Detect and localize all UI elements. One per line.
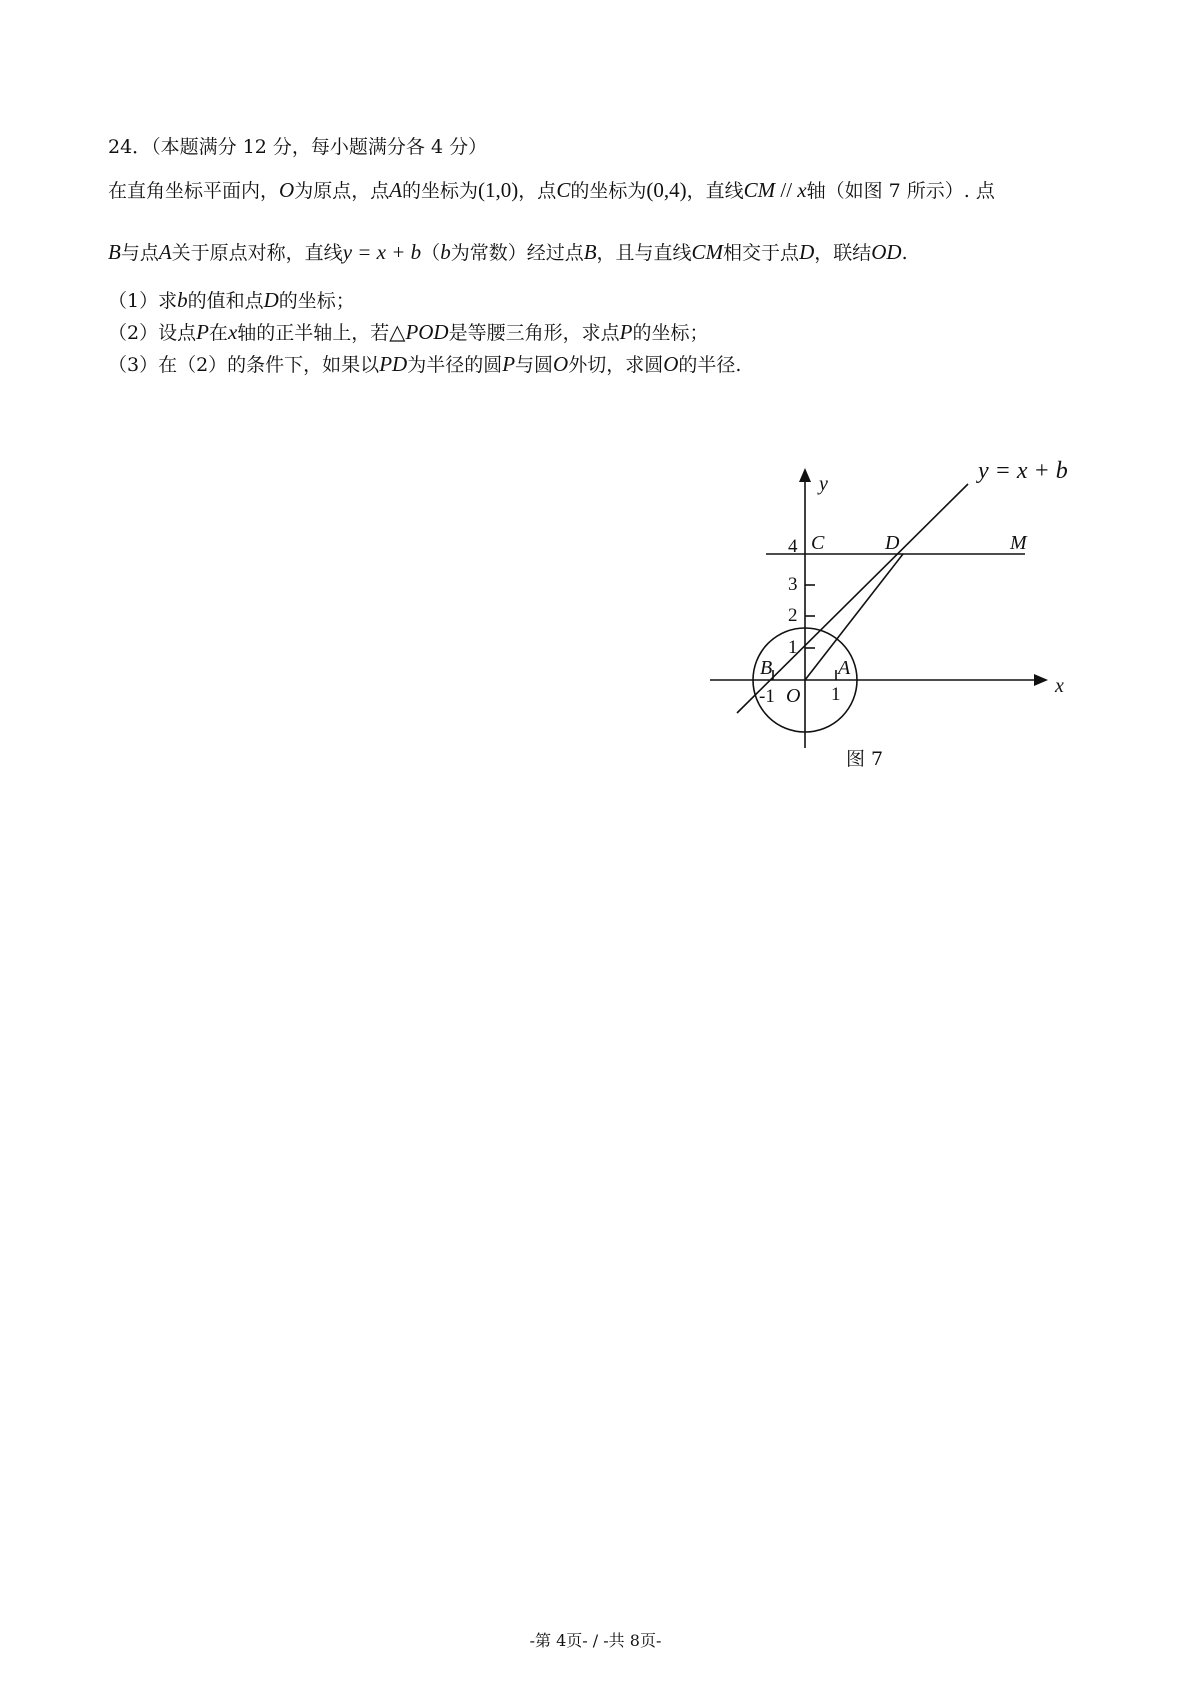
- point-b-label: B: [760, 657, 773, 679]
- equation-label: y = x + b: [978, 458, 1068, 484]
- x-tick-label-1: 1: [831, 684, 841, 705]
- sub-question-1: （1）求b的值和点D的坐标；: [108, 288, 355, 312]
- point-a-label: A: [838, 657, 851, 679]
- y-tick-label-2: 2: [788, 605, 798, 626]
- y-tick-label-3: 3: [788, 574, 798, 595]
- x-axis-arrow: [1034, 674, 1048, 686]
- sub-question-2: （2）设点P在x轴的正半轴上，若△POD是等腰三角形，求点P的坐标；: [108, 320, 709, 344]
- problem-statement-line-1: 在直角坐标平面内，O为原点，点A的坐标为(1,0)，点C的坐标为(0,4)，直线CM // x轴（如图 7 所示）. 点: [108, 178, 995, 202]
- point-d-label: D: [885, 532, 900, 554]
- origin-label: O: [786, 685, 801, 707]
- point-c-label: C: [811, 532, 825, 554]
- x-tick-label-neg1: -1: [759, 686, 775, 707]
- point-m-label: M: [1010, 532, 1027, 554]
- figure-caption: 图 7: [846, 748, 884, 770]
- page-footer: -第 4页- / -共 8页-: [529, 1631, 662, 1650]
- sub-question-3: （3）在（2）的条件下，如果以PD为半径的圆P与圆O外切，求圆O的半径.: [108, 352, 742, 376]
- y-axis-arrow: [799, 468, 811, 482]
- problem-statement-line-2: B与点A关于原点对称，直线y = x + b（b为常数）经过点B，且与直线CM相交于点D，联结OD.: [108, 240, 908, 264]
- y-tick-label-1: 1: [788, 637, 798, 658]
- question-header: 24．（本题满分 12 分，每小题满分各 4 分）: [108, 136, 488, 158]
- y-axis-label: y: [819, 473, 828, 495]
- x-axis-label: x: [1055, 675, 1064, 697]
- y-tick-label-4: 4: [788, 536, 798, 557]
- figure-7: [0, 0, 1191, 800]
